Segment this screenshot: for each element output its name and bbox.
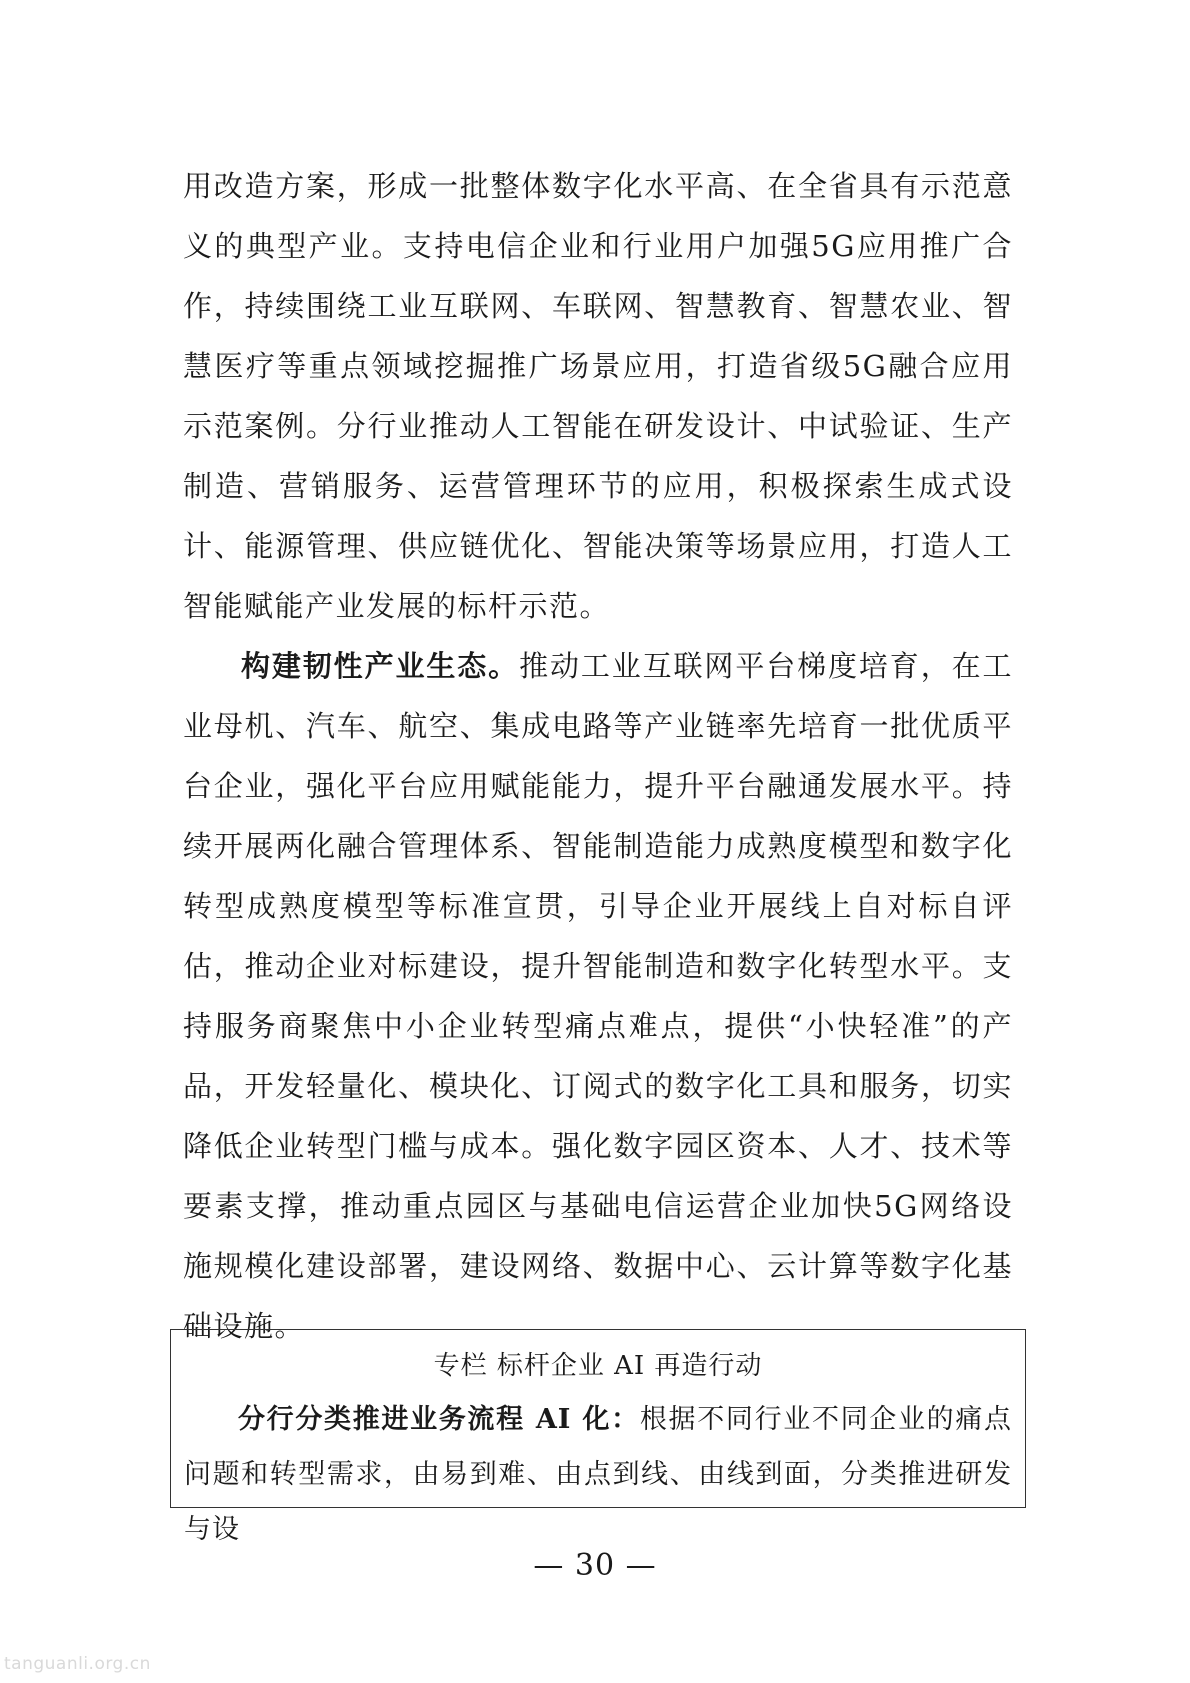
paragraph-2-text: 推动工业互联网平台梯度培育，在工业母机、汽车、航空、集成电路等产业链率先培育一批优质平台企业，强化平台应用赋能能力，提升平台融通发展水平。持续开展两化融合管理体系、智能制造能力成熟度模型和数字化转型成熟度模型等标准宣贯，引导企业开展线上自对标自评估，推动企业对标建设，提升智能制造和数字化转型水平。支持服务商聚焦中小企业转型痛点难点，提供“小快轻准”的产品，开发轻量化、模块化、订阅式的数字化工具和服务，切实降低企业转型门槛与成本。强化数字园区资本、人才、技术等要素支撑，推动重点园区与基础电信运营企业加快5G网络设施规模化建设部署，建设网络、数据中心、云计算等数字化基础设施。 [183,649,1013,1343]
watermark-text: tanguanli.org.cn [4,1654,151,1674]
sidebar-box [170,1329,1026,1545]
box-paragraph-heading: 分行分类推进业务流程 AI 化： [238,1404,640,1435]
box-paragraph [184,1392,1012,1557]
box-title: 专栏 标杆企业 AI 再造行动 [433,1351,763,1381]
paragraph-1 [183,156,1013,636]
page-number: — 30 — [533,1548,657,1583]
main-text [183,156,1013,1356]
box-paragraph-text: 根据不同行业不同企业的痛点问题和转型需求，由易到难、由点到线、由线到面，分类推进研发与设 [184,1404,1013,1545]
paragraph-1-text: 用改造方案，形成一批整体数字化水平高、在全省具有示范意义的典型产业。支持电信企业和行业用户加强5G应用推广合作，持续围绕工业互联网、车联网、智慧教育、智慧农业、智慧医疗等重点领域挖掘推广场景应用，打造省级5G融合应用示范案例。分行业推动人工智能在研发设计、中试验证、生产制造、营销服务、运营管理环节的应用，积极探索生成式设计、能源管理、供应链优化、智能决策等场景应用，打造人工智能赋能产业发展的标杆示范。 [183,169,1013,623]
paragraph-2-heading: 构建韧性产业生态。 [241,649,520,683]
paragraph-2 [183,636,1013,1356]
